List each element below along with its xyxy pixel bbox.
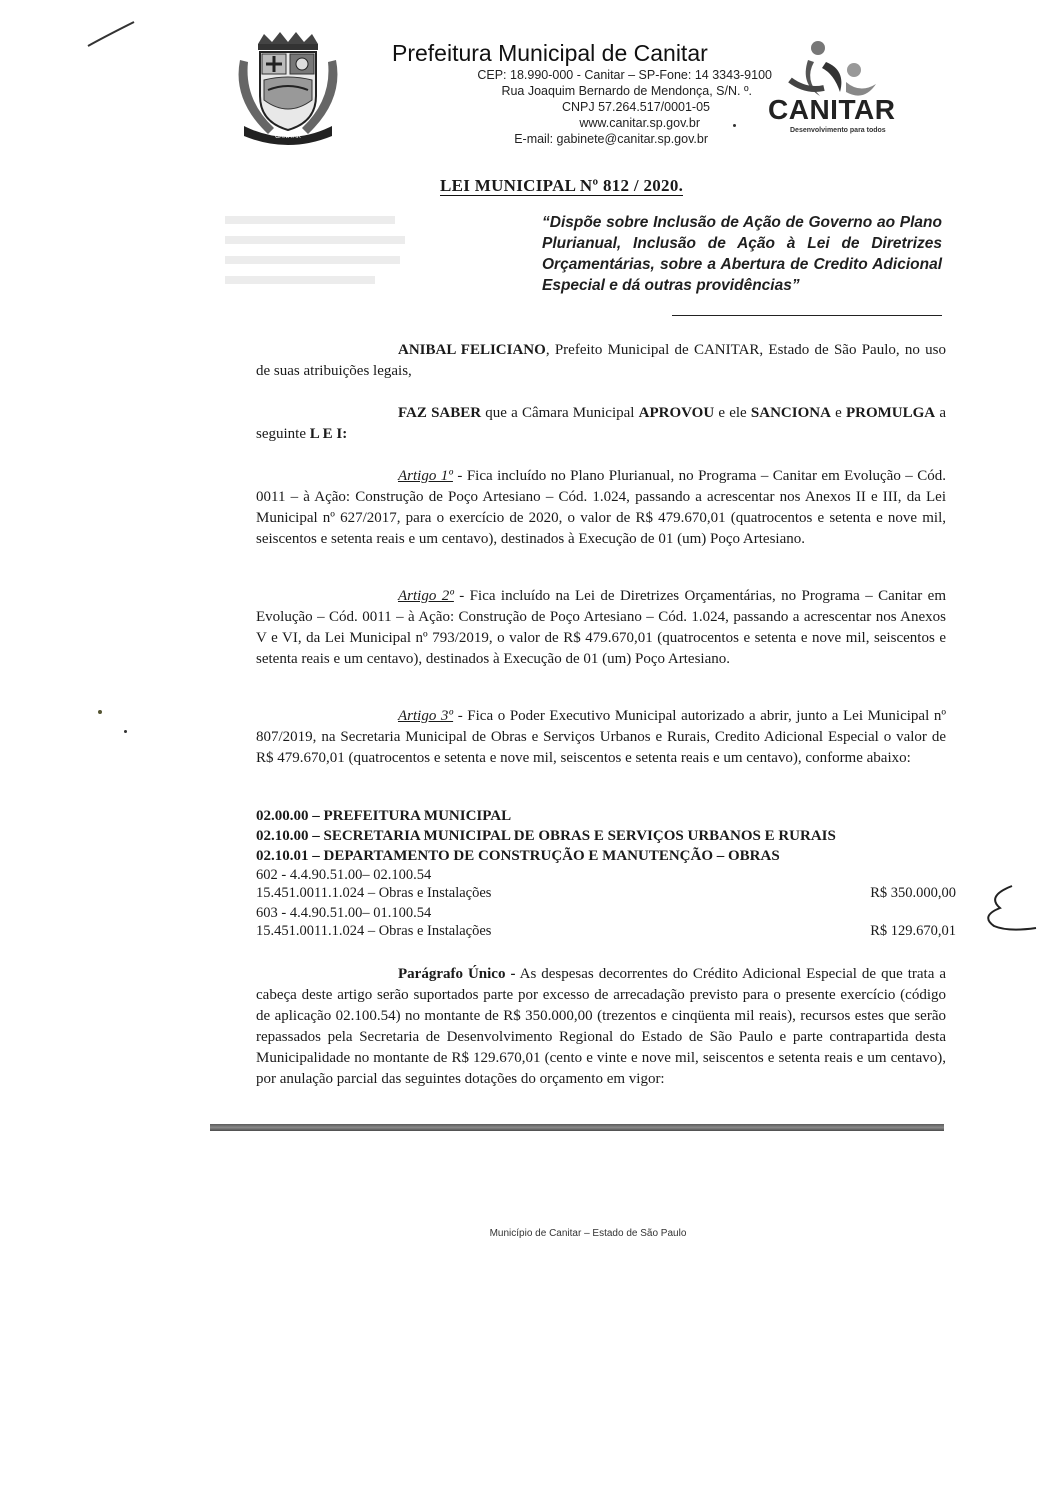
article-3-label: Artigo 3º: [398, 708, 454, 724]
article-2-text: - Fica incluído na Lei de Diretrizes Orçamentárias, no Programa – Canitar em Evolução – Cód. 0011 – à Ação: Construção de Poço Artesiano – Cód. 1.024, passando a acrescentar nos Anexos V e VI, da Lei Municipal nº 793/2019, o valor de R$ 479.670,01 (quatrocentos e setenta e nove mil, seiscentos e setenta reais e um centavo), destinados à Execução de 01 (um) Poço Artesiano.: [256, 588, 946, 667]
enactment-faz-saber: FAZ SABER: [398, 405, 482, 421]
bleed-through-smudge: [225, 212, 415, 292]
enactment-paragraph: [256, 403, 946, 445]
org-unit-departamento: 02.10.01 – DEPARTAMENTO DE CONSTRUÇÃO E MANUTENÇÃO – OBRAS: [256, 848, 780, 864]
enactment-lei: L E I:: [309, 426, 348, 442]
enactment-sanciona: SANCIONA: [750, 405, 831, 421]
canitar-logo-word: CANITAR: [768, 94, 896, 125]
page-footer: Município de Canitar – Estado de São Paulo: [489, 1228, 687, 1239]
article-3-text: - Fica o Poder Executivo Municipal autorizado a abrir, junto a Lei Municipal nº 807/2019, na Secretaria Municipal de Obras e Serviços Urbanos e Rurais, Credito Adicional Especial o valor de R$ 479.670,01 (quatrocentos e setenta e nove mil, seiscentos e setenta reais e um centavo), conforme abaixo:: [256, 708, 946, 766]
scan-speck: [733, 124, 736, 127]
enactment-aprovou: APROVOU: [638, 405, 715, 421]
summary-underline: [672, 315, 942, 316]
handwritten-mark: [978, 882, 1038, 942]
budget-line-desc: 15.451.0011.1.024 – Obras e Instalações: [256, 923, 492, 939]
letterhead-address: Rua Joaquim Bernardo de Mendonça, S/N. º.: [501, 84, 752, 98]
footer-divider-bar: [210, 1124, 944, 1131]
article-2: [256, 586, 946, 670]
budget-line: [256, 866, 956, 885]
article-2-label: Artigo 2º: [398, 588, 454, 604]
budget-line-desc: 602 - 4.4.90.51.00– 02.100.54: [256, 867, 432, 883]
paragraph-unico-text: As despesas decorrentes do Crédito Adicional Especial de que trata a cabeça deste artigo serão suportados parte por excesso de arrecadação previsto para o presente exercício (código de aplicação 02.100.54) no montante de R$ 350.000,00 (trezentos e cinqüenta mil reais), recursos estes que serão repassados pela Secretaria de Desenvolvimento Regional do Estado de São Paulo e parte contrapartida desta Municipalidade no montante de R$ 129.670,01 (cento e vinte e nove mil, seiscentos e setenta reais e um centavo), por anulação parcial das seguintes dotações do orçamento em vigor:: [256, 966, 947, 1087]
preamble-text: , Prefeito Municipal de CANITAR, Estado de São Paulo, no uso de suas atribuições legais,: [256, 342, 947, 379]
budget-line-value: R$ 129.670,01: [870, 923, 956, 939]
budget-line: [256, 884, 956, 903]
budget-line: [256, 904, 956, 923]
article-1: [256, 466, 946, 550]
letterhead-title: Prefeitura Municipal de Canitar: [392, 40, 708, 66]
enactment-text-2: e ele: [714, 405, 751, 421]
law-summary: “Dispõe sobre Inclusão de Ação de Governo ao Plano Plurianual, Inclusão de Ação à Lei de Diretrizes Orçamentárias, sobre a Abertura de Credito Adicional Especial e dá outras providências”: [542, 214, 942, 294]
enactment-text-1: que a Câmara Municipal: [481, 405, 639, 421]
article-3: [256, 706, 946, 769]
letterhead-cnpj: CNPJ 57.264.517/0001-05: [561, 100, 710, 114]
letterhead: [380, 40, 800, 147]
pen-stroke-mark: [86, 18, 136, 52]
preamble-paragraph: [256, 340, 946, 382]
paragraph-unico-label: Parágrafo Único -: [398, 966, 516, 982]
budget-line: [256, 922, 956, 941]
budget-line-desc: 15.451.0011.1.024 – Obras e Instalações: [256, 885, 492, 901]
paragraph-unico: [256, 964, 946, 1090]
letterhead-website: www.canitar.sp.gov.br: [579, 116, 700, 130]
canitar-logo-slogan: Desenvolvimento para todos: [790, 127, 886, 134]
org-unit-secretaria: 02.10.00 – SECRETARIA MUNICIPAL DE OBRAS E SERVIÇOS URBANOS E RURAIS: [256, 828, 836, 844]
coat-banner-text: CANITAR: [275, 134, 301, 140]
scan-speck: [98, 710, 102, 714]
scan-speck: [124, 730, 127, 733]
budget-line-value: R$ 350.000,00: [870, 885, 956, 901]
coat-of-arms-icon: [228, 30, 348, 150]
enactment-text-4: a seguinte: [256, 405, 946, 442]
org-unit-prefeitura: 02.00.00 – PREFEITURA MUNICIPAL: [256, 808, 512, 824]
letterhead-email: E-mail: gabinete@canitar.sp.gov.br: [514, 132, 708, 146]
enactment-promulga: PROMULGA: [845, 405, 936, 421]
budget-line-desc: 603 - 4.4.90.51.00– 01.100.54: [256, 905, 432, 921]
enactment-text-3: e: [830, 405, 846, 421]
mayor-name: ANIBAL FELICIANO: [398, 342, 546, 358]
article-1-label: Artigo 1º: [398, 468, 453, 484]
letterhead-cep: CEP: 18.990-000 - Canitar – SP-Fone: 14 3343-9100: [477, 68, 772, 82]
law-title-text: LEI MUNICIPAL Nº 812 / 2020.: [440, 176, 684, 195]
article-1-text: - Fica incluído no Plano Plurianual, no Programa – Canitar em Evolução – Cód. 0011 – à Ação: Construção de Poço Artesiano – Cód. 1.024, passando a acrescentar nos Anexos II e III, da Lei Municipal nº 627/2017, para o exercício de 2020, o valor de R$ 479.670,01 (quatrocentos e setenta e nove mil, seiscentos e setenta reais e um centavo), destinados à Execução de 01 (um) Poço Artesiano.: [256, 468, 946, 547]
law-title: [440, 176, 683, 196]
